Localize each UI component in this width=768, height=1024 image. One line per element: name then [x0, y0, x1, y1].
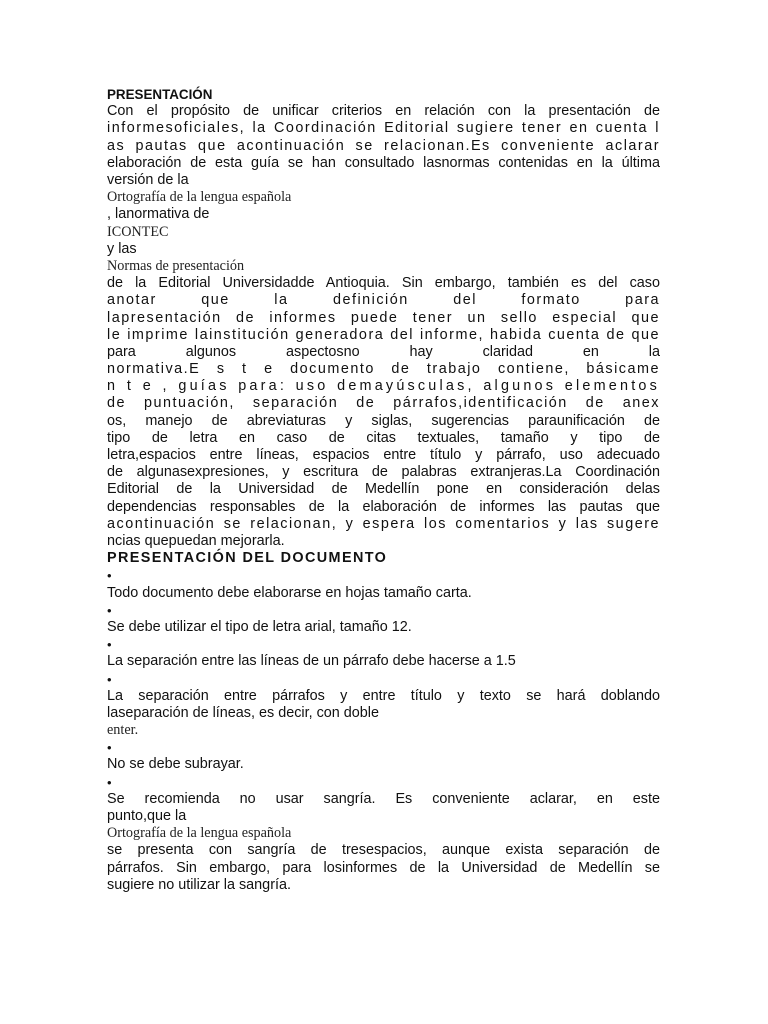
bullet-icon: • — [107, 602, 112, 618]
list-item-reference — [107, 722, 660, 739]
paragraph-line: versión de la — [107, 171, 189, 188]
paragraph-line: , lanormativa de — [107, 206, 210, 223]
list-item: Se debe utilizar el tipo de letra arial, tamaño 12. — [107, 618, 412, 635]
bullet-icon: • — [107, 568, 112, 584]
paragraph-line: lapresentación de informes puede tener un sello especial que — [107, 309, 660, 326]
section-heading-documento: PRESENTACIÓN DEL DOCUMENTO — [107, 550, 388, 567]
list-item: Se recomienda no usar sangría. Es conveniente aclarar, en este — [107, 790, 660, 807]
paragraph-line: de puntuación, separación de párrafos,identificación de anex — [107, 395, 660, 412]
list-item: se presenta con sangría de tresespacios, aunque exista separación de — [107, 842, 660, 859]
list-item: La separación entre las líneas de un párrafo debe hacerse a 1.5 — [107, 653, 516, 670]
paragraph-line: de algunasexpresiones, y escritura de palabras extranjeras.La Coordinación — [107, 464, 660, 481]
list-item: punto,que la — [107, 808, 187, 825]
paragraph-line: letra,espacios entre líneas, espacios entre título y párrafo, uso adecuado — [107, 447, 660, 463]
paragraph-line: informesoficiales, la Coordinación Editorial sugiere tener en cuenta l — [107, 120, 660, 137]
list-item: laseparación de líneas, es decir, con doble — [107, 704, 380, 721]
reference-enter: enter — [107, 722, 135, 739]
paragraph-line: Con el propósito de unificar criterios en relación con la presentación de — [107, 103, 660, 120]
list-item: Todo documento debe elaborarse en hojas tamaño carta. — [107, 584, 472, 601]
paragraph-line: dependencias responsables de la elaboración de informes las pautas que — [107, 498, 660, 515]
paragraph-line: ncias quepuedan mejorarla. — [107, 532, 285, 549]
reference-ortografia: Ortografía de la lengua española — [107, 189, 292, 206]
bullet-icon: • — [107, 774, 112, 790]
paragraph-line: normativa.E s t e documento de trabajo contiene, básicame — [107, 361, 660, 378]
list-item: No se debe subrayar. — [107, 756, 244, 773]
paragraph-line: para algunos aspectosno hay claridad en la — [107, 343, 660, 360]
bullet-icon: • — [107, 740, 112, 756]
paragraph-line: tipo de letra en caso de citas textuales, tamaño y tipo de — [107, 429, 660, 446]
punctuation: . — [134, 722, 139, 739]
list-item: párrafos. Sin embargo, para losinformes de la Universidad de Medellín se — [107, 859, 660, 876]
paragraph-line: de la Editorial Universidadde Antioquia. Sin embargo, también es del caso — [107, 275, 660, 292]
paragraph-line: anotar que la definición del formato para — [107, 292, 660, 309]
paragraph-line: n t e , guías para: uso demayúsculas, algunos elementos — [107, 378, 660, 395]
reference-icontec: ICONTEC — [107, 223, 169, 240]
paragraph-line: le imprime lainstitución generadora del informe, habida cuenta de que — [107, 326, 660, 343]
bullet-icon: • — [107, 671, 112, 687]
bullet-icon: • — [107, 637, 112, 653]
paragraph-line: acontinuación se relacionan, y espera los comentarios y las sugere — [107, 515, 660, 532]
paragraph-line: os, manejo de abreviaturas y siglas, sugerencias paraunificación de — [107, 412, 660, 429]
list-item: sugiere no utilizar la sangría. — [107, 876, 291, 893]
document-page — [107, 86, 660, 894]
reference-normas: Normas de presentación — [107, 257, 245, 274]
list-item: La separación entre párrafos y entre título y texto se hará doblando — [107, 687, 660, 704]
paragraph-line: elaboración de esta guía se han consultado lasnormas contenidas en la última — [107, 154, 660, 171]
reference-ortografia: Ortografía de la lengua española — [107, 825, 292, 842]
paragraph-line: y las — [107, 240, 137, 257]
section-heading-presentacion: PRESENTACIÓN — [107, 87, 213, 102]
paragraph-line: Editorial de la Universidad de Medellín pone en consideración delas — [107, 481, 660, 498]
paragraph-line: as pautas que acontinuación se relacionan.Es conveniente aclarar — [107, 137, 660, 154]
